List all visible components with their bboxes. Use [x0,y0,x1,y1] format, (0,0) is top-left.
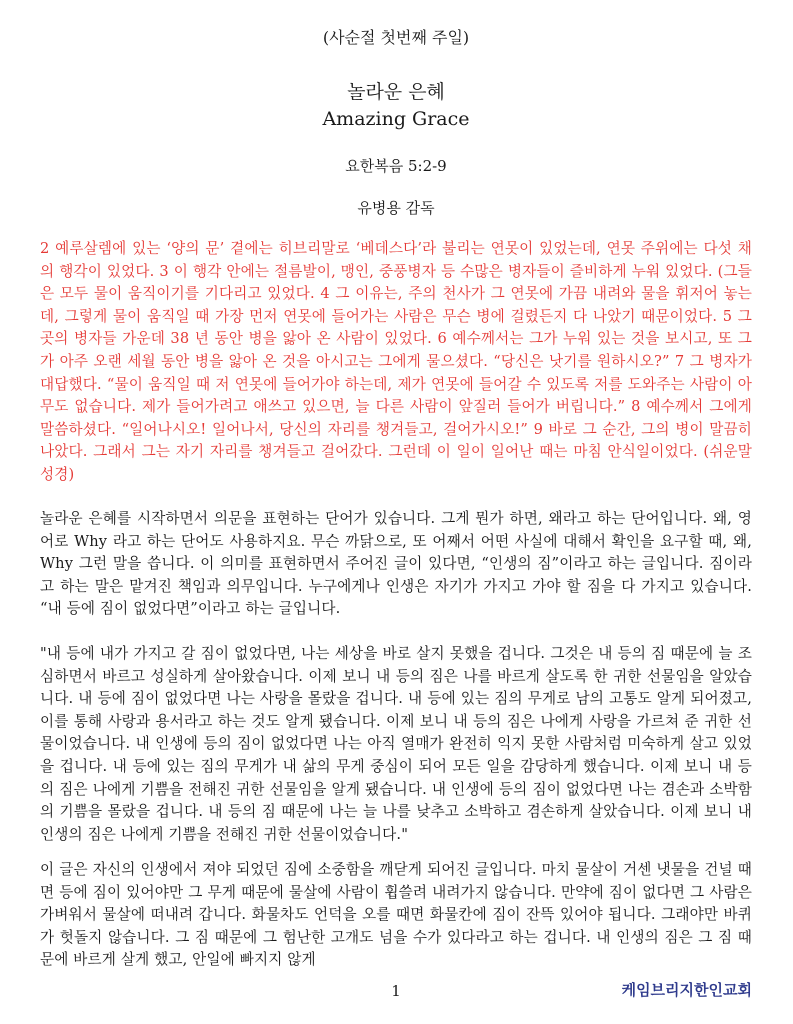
body-paragraph-3: 이 글은 자신의 인생에서 져야 되었던 짐에 소중함을 깨닫게 되어진 글입니다. 마치 물살이 거센 냇물을 건널 때면 등에 짐이 있어야만 그 무게 때문에 물살에 사람이 휩쓸려 내려가지 않습니다. 만약에 짐이 없다면 그 사람은 가벼워서 물살에 떠내려 갑니다. 화물차도 언덕을 오를 때면 화물칸에 짐이 잔뜩 있어야 됩니다. 그래야만 바퀴가 헛돌지 않습니다. 그 짐 때문에 그 험난한 고개도 넘을 수가 있다라고 하는 겁니다. 내 인생의 짐은 그 짐 때문에 바르게 살게 했고, 안일에 빠지지 않게 [40,861,752,969]
scripture-passage: 2 예루살렘에 있는 ‘양의 문’ 곁에는 히브리말로 ‘베데스다’라 불리는 연못이 있었는데, 연못 주위에는 다섯 채의 행각이 있었다. 3 이 행각 안에는 절름발이, 맹인, 중풍병자 등 수많은 병자들이 즐비하게 누워 있었다. (그들은 모두 물이 움직이기를 기다리고 있었다. 4 그 이유는, 주의 천사가 그 연못에 가끔 내려와 물을 휘저어 놓는데, 그렇게 물이 움직일 때 가장 먼저 연못에 들어가는 사람은 무슨 병에 걸렸든지 다 나았기 때문이었다. 5 그곳의 병자들 가운데 38 년 동안 병을 앓아 온 사람이 있었다. 6 예수께서는 그가 누워 있는 것을 보시고, 또 그가 아주 오랜 세월 동안 병을 앓아 온 것을 아시고는 그에게 물으셨다. “당신은 낫기를 원하시오?” 7 그 병자가 대답했다. “물이 움직일 때 저 연못에 들어가야 하는데, 제가 연못에 들어갈 수 있도록 저를 도와주는 사람이 아무도 없습니다. 제가 들어가려고 애쓰고 있으면, 늘 다른 사람이 앞질러 들어가 버립니다.” 8 예수께서 그에게 말씀하셨다. “일어나시오! 일어나서, 당신의 자리를 챙겨들고, 걸어가시오!” 9 바로 그 순간, 그의 병이 말끔히 나았다. 그래서 그는 자기 자리를 챙겨들고 걸어갔다. 그런데 이 일이 일어난 때는 마침 안식일이었다. (쉬운말 성경) [40,240,752,483]
body-paragraph-2: "내 등에 내가 가지고 갈 짐이 없었다면, 나는 세상을 바로 살지 못했을 겁니다. 그것은 내 등의 짐 때문에 늘 조심하면서 바르고 성실하게 살아왔습니다. 이제 보니 내 등의 짐은 나를 바르게 살도록 한 귀한 선물임을 알았습니다. 내 등에 짐이 없었다면 나는 사랑을 몰랐을 겁니다. 내 등에 있는 짐의 무게로 남의 고통도 알게 되어졌고, 이를 통해 사랑과 용서라고 하는 것도 알게 됐습니다. 이제 보니 내 등의 짐은 나에게 사랑을 가르쳐 준 귀한 선물이었습니다. 내 인생에 등의 짐이 없었다면 나는 아직 열매가 완전히 익지 못한 사람처럼 미숙하게 살고 있었을 겁니다. 내 등에 있는 짐의 무게가 내 삶의 무게 중심이 되어 모든 일을 감당하게 했습니다. 이제 보니 내 등의 짐은 나에게 기쁨을 전해진 귀한 선물임을 알게 됐습니다. 내 인생에 등의 짐이 없었다면 나는 겸손과 소박함의 기쁨을 몰랐을 겁니다. 내 등의 짐 때문에 나는 늘 나를 낮추고 소박하고 겸손하게 살았습니다. 이제 보니 내 인생의 짐은 나에게 기쁨을 전해진 귀한 선물이었습니다." [40,645,752,843]
church-name: 케임브리지한인교회 [621,981,752,999]
page-number: 1 [391,982,401,1000]
pastor-name: 유병용 감독 [357,199,435,217]
scripture-reference: 요한복음 5:2-9 [345,157,447,175]
sermon-title-korean: 놀라운 은혜 [347,81,445,103]
body-paragraph-1: 놀라운 은혜를 시작하면서 의문을 표현하는 단어가 있습니다. 그게 뭔가 하면, 왜라고 하는 단어입니다. 왜, 영어로 Why 라고 하는 단어도 사용하지요. 무슨 까닭으로, 또 어째서 어떤 사실에 대해서 확인을 요구할 때, 왜, Why 그런 말을 씁니다. 이 의미를 표현하면서 주어진 글이 있다면, “인생의 짐”이라고 하는 글입니다. 짐이라고 하는 말은 맡겨진 책임과 의무입니다. 누구에게나 인생은 자기가 가지고 가야 할 짐을 다 가지고 있습니다. “내 등에 짐이 없었다면”이라고 하는 글입니다. [40,510,752,618]
liturgical-season: (사순절 첫번째 주일) [322,28,470,47]
document-page [40,0,752,1024]
sermon-title-english: Amazing Grace [322,108,470,130]
